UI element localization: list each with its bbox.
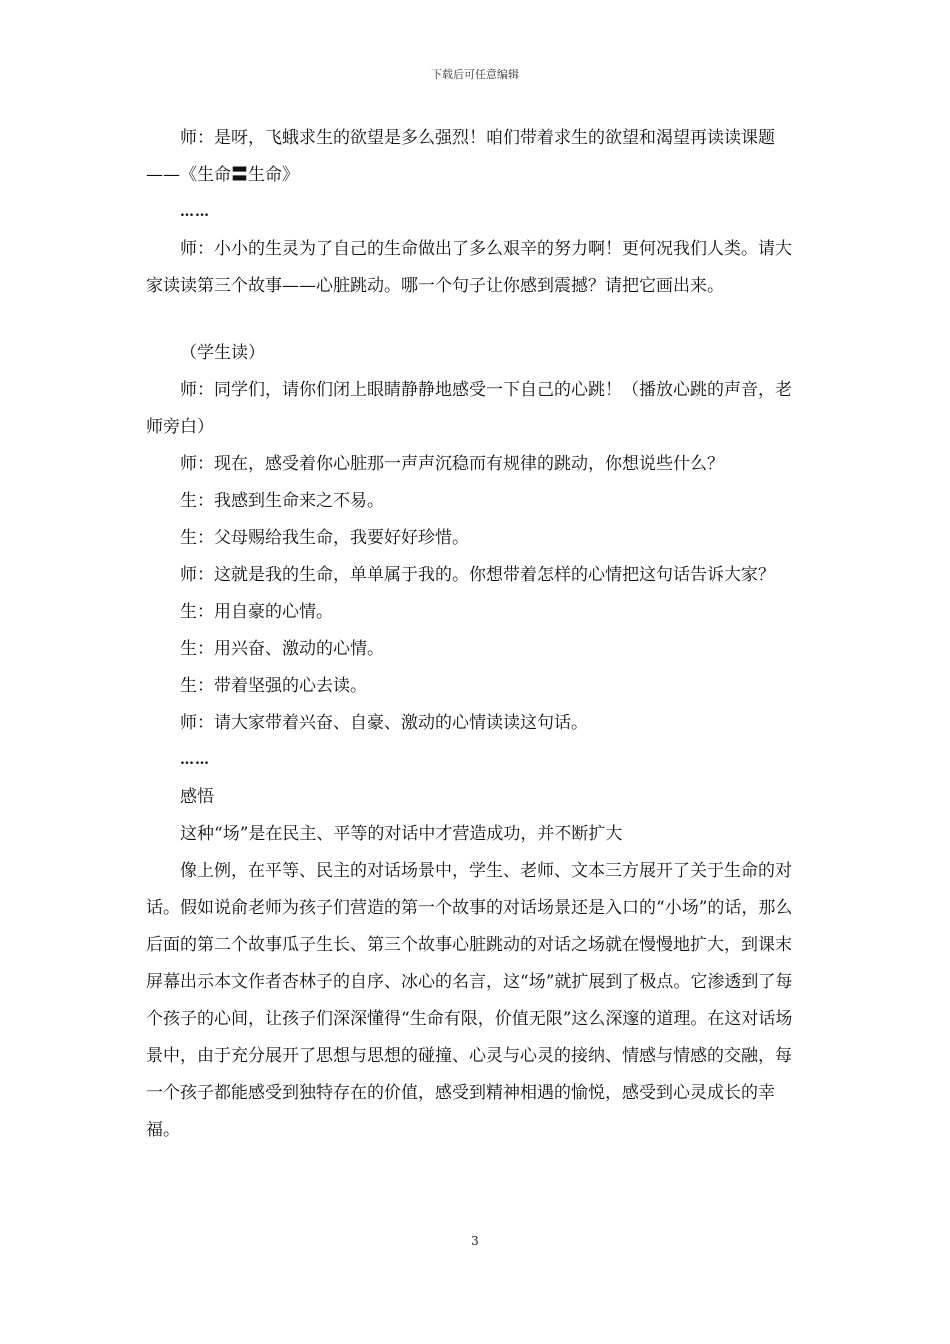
ellipsis: ……: [180, 204, 210, 220]
paragraph: 生：用兴奋、激动的心情。: [180, 639, 384, 659]
ellipsis: ……: [180, 752, 210, 768]
paragraph: 像上例，在平等、民主的对话场景中，学生、老师、文本三方展开了关于生命的对话。假如说俞老师为孩子们营造的第一个故事的对话场景还是入口的“小场”的话，那么后面的第二个故事瓜子生长、第三个故事心脏跳动的对话之场就在慢慢地扩大，到课末屏幕出示本文作者杏林子的自序、冰心的名言，这“场”就扩展到了极点。它渗透到了每个孩子的心间，让孩子们深深懂得“生命有限，价值无限”这么深邃的道理。在这对话场景中，由于充分展开了思想与思想的碰撞、心灵与心灵的接纳、情感与情感的交融，每一个孩子都能感受到独特存在的价值，感受到精神相遇的愉悦，感受到心灵成长的幸福。: [146, 861, 793, 1140]
page-number: 3: [471, 1234, 479, 1248]
paragraph: 生：带着坚强的心去读。: [180, 676, 367, 696]
paragraph: 生：父母赐给我生命，我要好好珍惜。: [180, 528, 469, 548]
section-heading: 感悟: [180, 787, 214, 807]
paragraph: 师：现在，感受着你心脏那一声声沉稳而有规律的跳动，你想说些什么？: [180, 454, 724, 474]
paragraph: 师：请大家带着兴奋、自豪、激动的心情读读这句话。: [180, 713, 588, 733]
spacer: [146, 305, 808, 335]
paragraph: 师：是呀，飞蛾求生的欲望是多么强烈！咱们带着求生的欲望和渴望再读读课题——《生命〓生命》: [146, 128, 775, 185]
paragraph: 这种“场”是在民主、平等的对话中才营造成功，并不断扩大: [180, 824, 623, 844]
paragraph: 师：小小的生灵为了自己的生命做出了多么艰辛的努力啊！更何况我们人类。请大家读读第三个故事——心脏跳动。哪一个句子让你感到震撼？请把它画出来。: [146, 239, 792, 296]
paragraph: 师：同学们，请你们闭上眼睛静静地感受一下自己的心跳！（播放心跳的声音，老师旁白）: [146, 380, 792, 437]
paragraph: 师：这就是我的生命，单单属于我的。你想带着怎样的心情把这句话告诉大家？: [180, 565, 775, 585]
paragraph: 生：我感到生命来之不易。: [180, 491, 384, 511]
document-body: [146, 120, 808, 1149]
paragraph: 生：用自豪的心情。: [180, 602, 333, 622]
page-header: 下载后可任意编辑: [431, 68, 519, 81]
paragraph: （学生读）: [180, 343, 265, 363]
